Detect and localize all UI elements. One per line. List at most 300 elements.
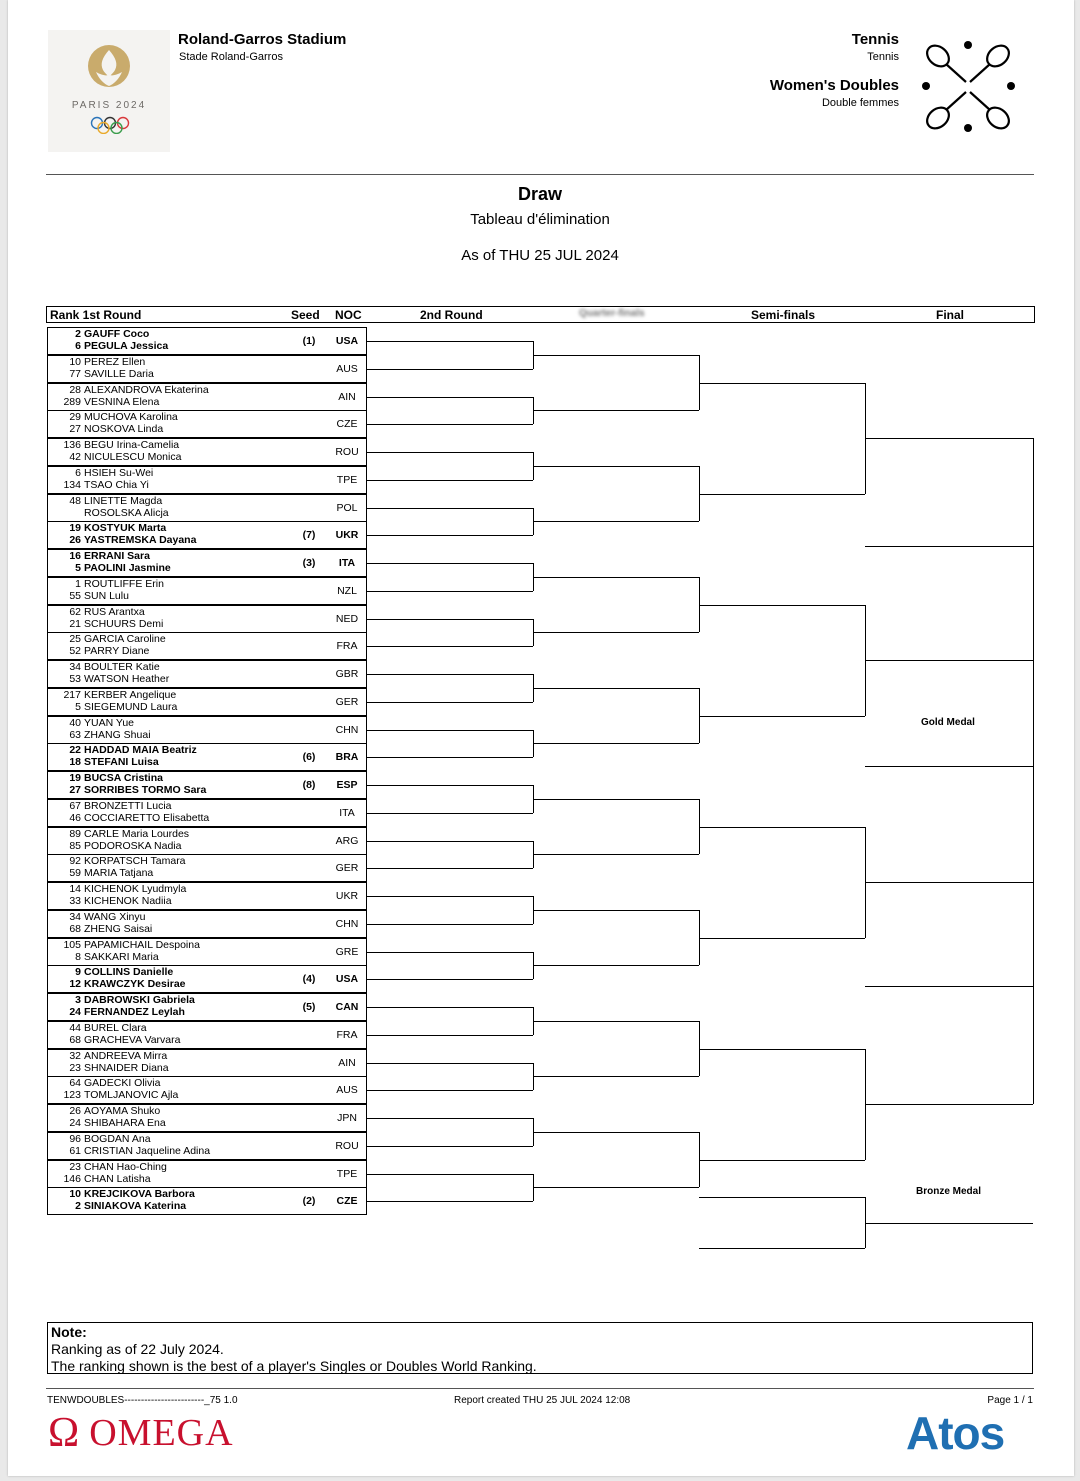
bracket-line	[699, 494, 865, 495]
bracket-line	[367, 591, 533, 592]
player-name: CHAN Hao-Ching	[84, 1160, 167, 1173]
bracket-line	[533, 521, 699, 522]
bracket-line	[699, 1197, 865, 1198]
draw-title: Draw	[517, 184, 562, 204]
player-name: ZHENG Saisai	[84, 922, 153, 935]
player-rank: 34	[69, 910, 81, 923]
player-name: KICHENOK Nadiia	[84, 895, 172, 907]
seed-value: (6)	[302, 751, 316, 764]
player-entry	[47, 840, 181, 852]
bracket-line	[699, 1248, 865, 1249]
player-name: NOSKOVA Linda	[84, 423, 164, 436]
player-name: SIEGEMUND Laura	[84, 700, 178, 713]
footer-divider	[46, 1388, 1034, 1389]
player-entry	[47, 966, 173, 978]
player-entry	[47, 534, 196, 546]
player-entry	[47, 772, 163, 784]
player-entry	[47, 911, 145, 923]
bracket-line	[367, 369, 533, 370]
noc-code: AUS	[336, 1084, 358, 1097]
player-name: ROSOLSKA Alicja	[84, 506, 169, 519]
bracket-line	[865, 1223, 1033, 1224]
player-name: BOGDAN Ana	[84, 1132, 151, 1145]
player-entry	[47, 1006, 185, 1018]
bracket-line	[533, 799, 699, 800]
player-entry	[47, 951, 159, 963]
noc-header: NOC	[335, 308, 362, 322]
player-name: TSAO Chia Yi	[84, 478, 149, 491]
noc-code: GBR	[335, 668, 359, 680]
player-name: CARLE Maria Lourdes	[84, 827, 190, 840]
noc-code: AIN	[338, 1056, 356, 1069]
draw-subtitle: Tableau d'élimination	[470, 211, 610, 228]
player-name: MARIA Tatjana	[84, 867, 154, 880]
player-rank: 32	[69, 1049, 81, 1062]
bracket-line	[367, 1118, 533, 1119]
noc-code: FRA	[336, 640, 358, 653]
bracket-line	[865, 438, 1033, 439]
player-rank: 68	[69, 922, 81, 935]
player-rank: 10	[69, 1188, 81, 1201]
player-name: VESNINA Elena	[84, 395, 160, 408]
seed-value: (3)	[302, 557, 316, 569]
bracket-line	[367, 813, 533, 814]
player-entry	[47, 507, 169, 519]
bracket-line	[367, 730, 533, 731]
bracket-line	[367, 757, 533, 758]
bracket-line	[367, 1063, 533, 1064]
venue-name: Roland-Garros Stadium	[178, 31, 347, 48]
seed-value: (7)	[302, 529, 316, 542]
bracket-line	[367, 1035, 533, 1036]
noc-code: GER	[335, 862, 359, 875]
report-code: TENWDOUBLES------------------------_75 1.0	[47, 1395, 238, 1406]
player-entry	[47, 1022, 147, 1034]
player-rank: 96	[69, 1132, 81, 1145]
bracket-line	[367, 896, 533, 897]
player-rank: 1	[75, 577, 81, 590]
bracket-line	[865, 882, 1033, 883]
player-rank: 19	[69, 772, 81, 784]
player-name: KRAWCZYK Desirae	[84, 978, 186, 991]
bracket-line	[533, 1187, 699, 1188]
player-rank: 34	[69, 661, 81, 673]
player-rank: 6	[75, 340, 81, 352]
noc-code: NZL	[337, 584, 357, 597]
player-rank: 134	[63, 478, 81, 491]
noc-code: CZE	[336, 1195, 358, 1208]
player-name: PODOROSKA Nadia	[84, 839, 182, 852]
player-entry	[47, 1133, 151, 1145]
noc-code: POL	[336, 501, 358, 514]
player-rank: 14	[69, 883, 81, 895]
bracket-line	[367, 397, 533, 398]
player-name: ERRANI Sara	[84, 550, 150, 562]
player-rank: 9	[75, 966, 81, 979]
player-rank: 77	[69, 367, 81, 380]
player-entry	[47, 618, 163, 630]
noc-code: CHN	[335, 723, 359, 736]
paris-2024-logo	[48, 30, 170, 152]
bracket-line	[367, 646, 533, 647]
player-entry	[47, 994, 195, 1006]
player-entry	[47, 411, 178, 423]
bracket-line	[367, 1201, 533, 1202]
player-rank: 28	[69, 383, 81, 396]
venue-name-fr: Stade Roland-Garros	[179, 51, 283, 63]
player-entry	[47, 717, 134, 729]
player-rank: 24	[69, 1117, 81, 1129]
player-entry	[47, 1188, 195, 1200]
player-entry	[47, 673, 169, 685]
bracket-line	[367, 674, 533, 675]
noc-code: ITA	[338, 557, 356, 569]
bracket-line	[367, 924, 533, 925]
player-rank: 26	[69, 534, 81, 547]
bronze-medal-label: Bronze Medal	[916, 1186, 982, 1197]
player-name: KICHENOK Lyudmyla	[84, 883, 187, 895]
player-entry	[47, 855, 186, 867]
player-rank: 123	[63, 1089, 81, 1102]
bracket-line	[533, 466, 699, 467]
sport-name: Tennis	[851, 31, 899, 48]
player-rank: 2	[75, 1200, 81, 1213]
player-name: PAPAMICHAIL Despoina	[84, 938, 200, 951]
noc-code: ROU	[335, 446, 359, 458]
bracket-line	[367, 341, 533, 342]
player-name: BOULTER Katie	[84, 661, 160, 673]
noc-code: AIN	[338, 390, 356, 403]
player-entry	[47, 923, 152, 935]
player-entry	[47, 744, 197, 756]
player-rank: 59	[69, 867, 81, 880]
note-label: Note:	[51, 1324, 87, 1340]
bracket-line	[533, 743, 699, 744]
seed-value: (8)	[302, 779, 316, 791]
player-rank: 29	[69, 411, 81, 424]
player-name: ALEXANDROVA Ekaterina	[84, 383, 209, 396]
noc-code: TPE	[336, 473, 358, 486]
player-name: SHNAIDER Diana	[84, 1061, 169, 1074]
player-rank: 68	[69, 1033, 81, 1046]
note-box	[47, 1322, 1033, 1374]
noc-code: CAN	[335, 1001, 359, 1013]
player-name: AOYAMA Shuko	[84, 1105, 161, 1117]
event-name-fr: Double femmes	[821, 97, 899, 109]
noc-code: NED	[335, 612, 359, 625]
player-entry	[47, 451, 181, 463]
player-entry	[47, 328, 149, 340]
player-entry	[47, 1050, 167, 1062]
player-entry	[47, 1105, 160, 1117]
bracket-line	[1033, 546, 1034, 986]
player-entry	[47, 578, 164, 590]
player-entry	[47, 729, 151, 741]
player-entry	[47, 439, 179, 451]
bracket-line	[367, 619, 533, 620]
player-name: HSIEH Su-Wei	[84, 466, 154, 479]
seed-value: (1)	[302, 335, 316, 347]
bracket-line	[533, 965, 699, 966]
player-name: COCCIARETTO Elisabetta	[84, 811, 210, 824]
player-rank: 48	[69, 494, 81, 507]
player-entry	[47, 633, 166, 645]
player-rank: 12	[69, 978, 81, 991]
player-name: SAKKARI Maria	[84, 950, 159, 963]
player-rank: 27	[69, 784, 81, 796]
bracket-line	[367, 424, 533, 425]
bracket-line	[367, 563, 533, 564]
player-rank: 22	[69, 744, 81, 757]
player-name: ANDREEVA Mirra	[84, 1049, 168, 1062]
bracket-line	[533, 410, 699, 411]
player-rank: 33	[69, 895, 81, 907]
player-entry	[47, 1089, 178, 1101]
player-rank: 24	[69, 1006, 81, 1018]
player-rank: 3	[75, 994, 81, 1006]
player-rank: 55	[69, 589, 81, 602]
bracket-line	[533, 632, 699, 633]
player-entry	[47, 1077, 160, 1089]
player-entry	[47, 689, 176, 701]
player-entry	[47, 828, 189, 840]
bracket-line	[533, 688, 699, 689]
bracket-line	[367, 868, 533, 869]
player-rank: 64	[69, 1077, 81, 1090]
bracket-line	[367, 979, 533, 980]
seed-value: (2)	[302, 1195, 316, 1208]
player-name: ZHANG Shuai	[84, 728, 151, 741]
player-rank: 46	[69, 811, 81, 824]
player-name: ROUTLIFFE Erin	[84, 577, 164, 590]
rank-1st-round-header: Rank 1st Round	[50, 308, 142, 322]
bracket-line	[699, 605, 865, 606]
player-entry	[47, 356, 145, 368]
player-name: KERBER Angelique	[84, 688, 177, 701]
bracket-line	[865, 660, 1033, 661]
player-name: PAOLINI Jasmine	[84, 562, 171, 574]
bracket-line	[865, 546, 1033, 547]
player-entry	[47, 340, 168, 352]
bracket-line	[367, 508, 533, 509]
seed-value: (4)	[302, 973, 316, 986]
player-rank: 53	[69, 673, 81, 685]
bracket-line	[533, 1132, 699, 1133]
noc-code: BRA	[335, 751, 359, 764]
noc-code: ITA	[339, 806, 355, 819]
player-name: BUREL Clara	[84, 1021, 147, 1034]
final-header: Final	[936, 308, 965, 322]
noc-code: UKR	[335, 890, 359, 902]
player-entry	[47, 1145, 210, 1157]
player-entry	[47, 368, 154, 380]
noc-code: CZE	[336, 418, 358, 431]
noc-code: GER	[335, 695, 359, 708]
player-rank: 105	[63, 938, 81, 951]
player-entry	[47, 1161, 167, 1173]
bracket-line	[865, 1104, 1033, 1105]
player-name: GRACHEVA Varvara	[84, 1033, 181, 1046]
player-rank: 146	[63, 1172, 81, 1185]
player-name: STEFANI Luisa	[84, 756, 159, 769]
player-name: SINIAKOVA Katerina	[84, 1200, 187, 1213]
player-entry	[47, 1034, 180, 1046]
2nd-round-header: 2nd Round	[420, 308, 483, 322]
player-rank: 62	[69, 605, 81, 618]
player-name: TOMLJANOVIC Ajla	[84, 1089, 179, 1102]
bracket-line	[699, 1160, 865, 1161]
player-entry	[47, 550, 150, 562]
atos-logo: Atos	[906, 1407, 1005, 1459]
player-entry	[47, 784, 206, 796]
player-name: COLLINS Danielle	[84, 966, 174, 979]
bracket-line	[367, 1090, 533, 1091]
bracket-line	[699, 938, 865, 939]
player-rank: 40	[69, 716, 81, 729]
bracket-line	[367, 702, 533, 703]
player-entry	[47, 661, 160, 673]
player-rank: 42	[69, 451, 81, 463]
note-line-1: Ranking as of 22 July 2024.	[51, 1341, 224, 1357]
player-rank: 2	[75, 328, 81, 340]
player-name: RUS Arantxa	[84, 605, 145, 618]
player-rank: 136	[63, 439, 81, 451]
player-name: SORRIBES TORMO Sara	[84, 784, 207, 796]
player-entry	[47, 978, 186, 990]
bracket-line	[367, 952, 533, 953]
tennis-pictogram-icon	[918, 38, 1018, 136]
player-rank: 5	[75, 700, 81, 713]
player-rank: 289	[63, 395, 81, 408]
bracket-line	[699, 827, 865, 828]
player-rank: 23	[69, 1160, 81, 1173]
player-rank: 26	[69, 1105, 81, 1117]
player-rank: 52	[69, 645, 81, 658]
player-rank: 89	[69, 827, 81, 840]
seed-value: (5)	[302, 1001, 316, 1013]
player-rank: 23	[69, 1061, 81, 1074]
player-entry	[47, 895, 172, 907]
noc-code: CHN	[335, 917, 359, 930]
player-entry	[47, 562, 171, 574]
player-name: YASTREMSKA Dayana	[84, 534, 197, 547]
player-entry	[47, 800, 172, 812]
player-entry	[47, 812, 209, 824]
player-rank: 63	[69, 728, 81, 741]
player-name: KOSTYUK Marta	[84, 522, 167, 535]
player-entry	[47, 867, 153, 879]
noc-code: USA	[335, 973, 359, 986]
player-entry	[47, 883, 186, 895]
noc-code: TPE	[336, 1167, 358, 1180]
player-rank: 6	[75, 466, 81, 479]
player-entry	[47, 756, 159, 768]
draw-column-header	[46, 306, 1035, 323]
seed-header: Seed	[291, 308, 320, 322]
bracket-line	[367, 1146, 533, 1147]
player-name: GAUFF Coco	[84, 328, 150, 340]
player-name: BEGU Irina-Camelia	[84, 439, 180, 451]
quarter-finals-header: Quarter-finals	[579, 308, 645, 319]
bracket-line	[533, 910, 699, 911]
player-entry	[47, 645, 149, 657]
player-name: SCHUURS Demi	[84, 617, 164, 630]
player-rank: 44	[69, 1021, 81, 1034]
player-rank: 61	[69, 1144, 81, 1157]
player-rank: 10	[69, 355, 81, 368]
bracket-line	[533, 1076, 699, 1077]
player-name: PARRY Diane	[84, 645, 150, 658]
player-entry	[47, 606, 145, 618]
player-name: HADDAD MAIA Beatriz	[84, 744, 197, 757]
omega-wordmark: OMEGA	[89, 1412, 234, 1454]
player-entry	[47, 396, 159, 408]
noc-code: JPN	[337, 1112, 357, 1124]
player-entry	[47, 467, 153, 479]
player-name: YUAN Yue	[84, 716, 135, 729]
bracket-line	[533, 355, 699, 356]
noc-code: ESP	[336, 779, 358, 791]
report-created: Report created THU 25 JUL 2024 12:08	[454, 1395, 631, 1406]
player-name: KREJCIKOVA Barbora	[84, 1188, 195, 1201]
olympic-rings-icon	[90, 116, 130, 134]
bracket-line	[699, 383, 865, 384]
player-name: CHAN Latisha	[84, 1172, 151, 1185]
player-name: LINETTE Magda	[84, 494, 163, 507]
player-rank: 67	[69, 799, 81, 812]
bracket-line	[533, 1021, 699, 1022]
bracket-line	[367, 452, 533, 453]
paris-2024-wordmark: PARIS 2024	[71, 100, 147, 111]
player-rank: 8	[75, 950, 81, 963]
player-entry	[47, 423, 163, 435]
player-entry	[47, 1062, 169, 1074]
player-entry	[47, 522, 166, 534]
player-name: BUCSA Cristina	[84, 772, 163, 784]
bracket-line	[865, 766, 1033, 767]
player-name: PEREZ Ellen	[84, 355, 146, 368]
noc-code: GRE	[335, 945, 359, 958]
player-name: KORPATSCH Tamara	[84, 855, 186, 868]
noc-code: ROU	[335, 1139, 359, 1152]
semi-finals-header: Semi-finals	[751, 308, 816, 322]
bracket-line	[699, 1049, 865, 1050]
player-rank: 217	[63, 688, 81, 701]
player-entry	[47, 939, 200, 951]
noc-code: UKR	[335, 529, 359, 542]
note-line-2: The ranking shown is the best of a player's Singles or Doubles World Ranking.	[51, 1358, 537, 1374]
player-name: FERNANDEZ Leylah	[84, 1006, 185, 1018]
player-rank: 27	[69, 423, 81, 436]
player-rank: 21	[69, 617, 81, 630]
draw-date: As of THU 25 JUL 2024	[461, 247, 619, 264]
player-name: GARCIA Caroline	[84, 633, 166, 646]
bracket-line	[533, 854, 699, 855]
player-name: GADECKI Olivia	[84, 1077, 161, 1090]
player-name: DABROWSKI Gabriela	[84, 994, 195, 1006]
player-name: WANG Xinyu	[84, 910, 146, 923]
noc-code: ARG	[335, 834, 359, 847]
player-entry	[47, 479, 149, 491]
player-rank: 18	[69, 756, 81, 769]
player-name: MUCHOVA Karolina	[84, 411, 178, 424]
player-rank: 5	[75, 562, 81, 574]
bracket-line	[367, 785, 533, 786]
player-entry	[47, 1173, 151, 1185]
player-name: WATSON Heather	[84, 673, 170, 685]
player-rank: 92	[69, 855, 81, 868]
player-entry	[47, 590, 129, 602]
